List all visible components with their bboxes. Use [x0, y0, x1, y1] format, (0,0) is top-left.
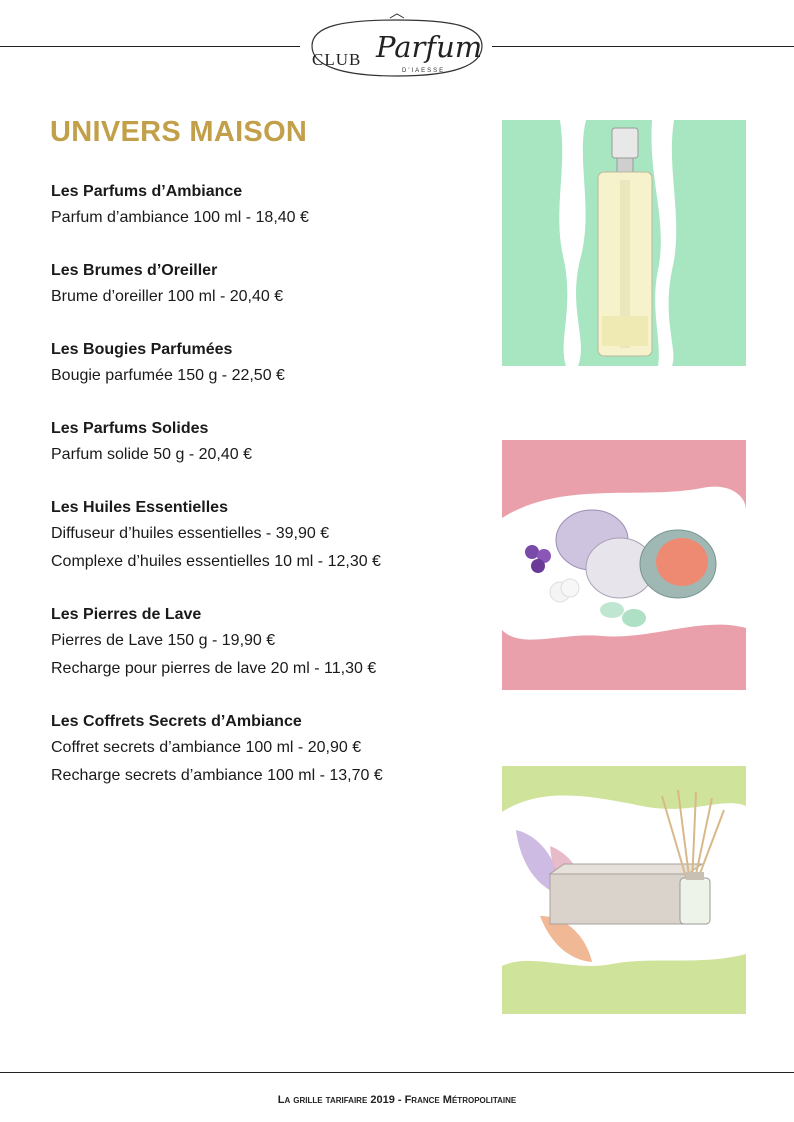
price-line: Recharge secrets d’ambiance 100 ml - 13,70 € — [51, 767, 383, 784]
price-line: Coffret secrets d’ambiance 100 ml - 20,90 € — [51, 739, 362, 756]
price-list — [51, 180, 481, 817]
solid-perfume-tins-image — [502, 440, 746, 690]
price-line: Bougie parfumée 150 g - 22,50 € — [51, 367, 285, 384]
price-line: Brume d’oreiller 100 ml - 20,40 € — [51, 288, 284, 305]
bottle-cap — [612, 128, 638, 158]
section-brumes-oreiller — [51, 259, 481, 311]
section-parfums-ambiance — [51, 180, 481, 232]
logo-parfum-text: Parfum — [376, 30, 483, 64]
price-line: Diffuseur d’huiles essentielles - 39,90 € — [51, 525, 330, 542]
header-rule-left — [0, 46, 300, 47]
section-pierres-de-lave — [51, 603, 481, 683]
price-line: Complexe d’huiles essentielles 10 ml - 12,30 € — [51, 553, 381, 570]
section-title: Les Bougies Parfumées — [51, 341, 233, 358]
diffuser-gift-box-image — [502, 766, 746, 1014]
section-title: Les Brumes d’Oreiller — [51, 262, 218, 279]
footer-rule — [0, 1072, 794, 1073]
logo-subtitle: D'IAESSE — [402, 68, 446, 74]
section-title: Les Parfums d’Ambiance — [51, 183, 243, 200]
diffuser-bottle — [680, 878, 710, 924]
header-rule-right — [492, 46, 794, 47]
room-spray-bottle-image — [502, 120, 746, 366]
price-line: Parfum d’ambiance 100 ml - 18,40 € — [51, 209, 309, 226]
section-huiles-essentielles — [51, 496, 481, 576]
page-title: UNIVERS MAISON — [50, 116, 308, 148]
club-parfum-logo — [302, 12, 492, 86]
price-line: Recharge pour pierres de lave 20 ml - 11,30 € — [51, 660, 377, 677]
section-title: Les Pierres de Lave — [51, 606, 202, 623]
logo-club-text: CLUB — [312, 50, 362, 69]
section-title: Les Huiles Essentielles — [51, 499, 228, 516]
price-line: Parfum solide 50 g - 20,40 € — [51, 446, 253, 463]
section-title: Les Coffrets Secrets d’Ambiance — [51, 713, 302, 730]
section-parfums-solides — [51, 417, 481, 469]
section-bougies-parfumees — [51, 338, 481, 390]
footer-text: La grille tarifaire 2019 - France Métropolitaine — [277, 1094, 517, 1106]
section-title: Les Parfums Solides — [51, 420, 209, 437]
price-line: Pierres de Lave 150 g - 19,90 € — [51, 632, 276, 649]
section-coffrets-secrets — [51, 710, 481, 790]
gift-box — [550, 874, 688, 924]
